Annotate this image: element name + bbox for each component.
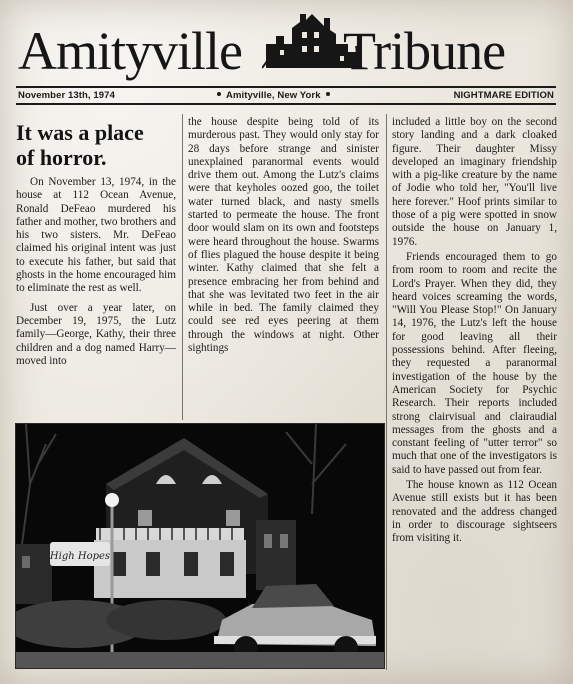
article-column-2 xyxy=(188,116,379,355)
masthead-rule-bottom xyxy=(16,103,556,105)
article-paragraph: included a little boy on the second story landing and a dark cloaked figure. Their daughter Missy developed an imaginary friendship with a pig-like creature by the name of Jodie who told her, "You'll live here forever." Hoof prints similar to those of a pig were spotted in snow outside the house on January 1, 1976. xyxy=(392,116,557,248)
article-paragraph: The house known as 112 Ocean Avenue still exists but it has been renovated and the address changed in order to discourage sightseers from visiting it. xyxy=(392,479,557,545)
issue-location: Amityville, New York xyxy=(226,90,321,101)
issue-location-wrap xyxy=(212,90,335,101)
masthead xyxy=(0,0,573,110)
article-paragraph: Just over a year later, on December 19, 1975, the Lutz family—George, Kathy, their three children and a dog named Harry—moved into xyxy=(16,301,176,367)
article-column-3 xyxy=(392,116,557,546)
edition-label: NIGHTMARE EDITION xyxy=(453,90,554,101)
bullet-icon xyxy=(217,92,221,96)
house-photo-illustration xyxy=(16,424,384,668)
article-paragraph: On November 13, 1974, in the house at 112 Ocean Avenue, Ronald DeFeao murdered his father and mother, two brothers and his two sisters. Mr. DeFeao claimed his original intent was just to execute his father, but said that ghosts in the home encouraged him to eliminate the rest as well. xyxy=(16,176,176,295)
article-paragraph: Friends encouraged them to go from room to room and recite the Lord's Prayer. When they did, they heard voices screaming the words, "Will You Please Stop!" On January 14, 1976, the Lutz's left the house for good leaving all their possessions behind. After fleeing, they requested a paranormal investigation of the house by the American Society for Psychic Research. Their reports included strong clairvisual and clairaudial messages from the ghosts and a constant feeling of "utter terror" so much that one of the investigators is said to have passed out from fear. xyxy=(392,250,557,476)
dateline xyxy=(16,89,556,102)
column-divider xyxy=(386,114,387,670)
article-column-1 xyxy=(16,120,176,368)
sign-text: High Hopes xyxy=(49,551,111,562)
article-paragraph: the house despite being told of its murderous past. They would only stay for 28 days before strange and sinister unexplained paranormal events would drive them out. Among the Lutz's claims were that keyholes oozed goo, the toilet water turned black, and nasty smells started to permeate the house. The front door would slam on its own and footsteps were heard throughout the house. Swarms of flies plagued the house despite it being winter. Kathy claimed that she felt a presence embracing her from behind and that she was levitated two feet in the air while in bed. The family claimed they could see red eyes peering at them through the windows at night. Other sightings xyxy=(188,116,379,355)
masthead-title-right: Tribune xyxy=(343,21,506,81)
bullet-icon xyxy=(326,92,330,96)
column-divider xyxy=(182,114,183,420)
article-headline: It was a place of horror. xyxy=(16,120,144,170)
issue-date: November 13th, 1974 xyxy=(18,90,115,101)
house-photo xyxy=(16,424,384,668)
masthead-rule-top xyxy=(16,86,556,88)
masthead-title-left: Amityville xyxy=(18,21,242,81)
